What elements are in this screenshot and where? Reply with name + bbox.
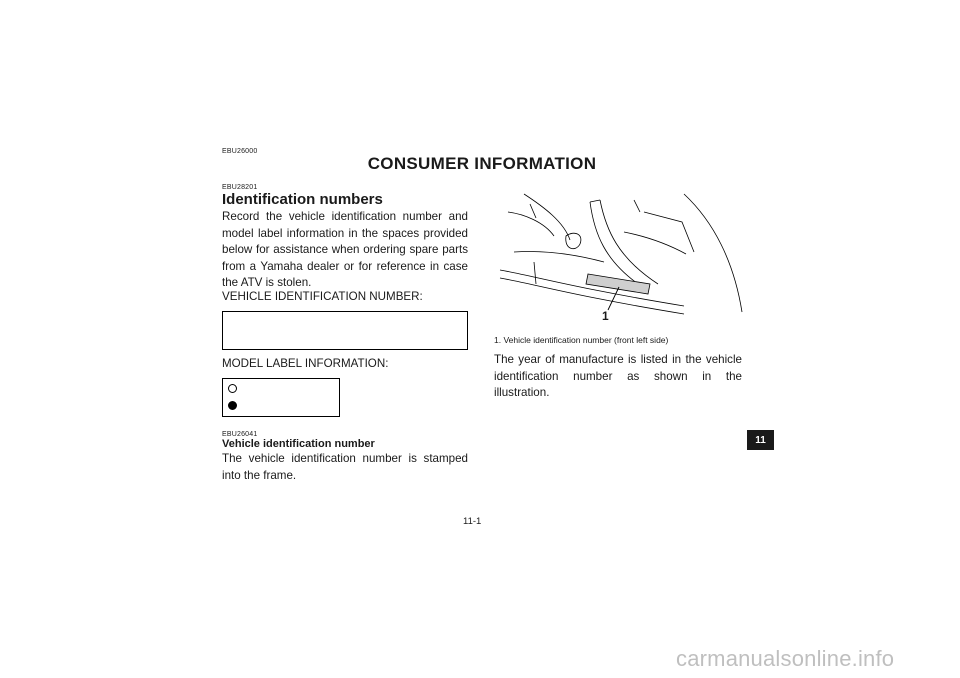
identification-code: EBU28201 <box>222 184 258 191</box>
vin-section-body: The vehicle identification number is stamped into the frame. <box>222 452 468 482</box>
section-code: EBU26000 <box>222 148 258 155</box>
vin-section-heading: Vehicle identification number <box>222 438 375 450</box>
figure-caption <box>494 335 668 345</box>
watermark: carmanualsonline.info <box>676 646 895 671</box>
vin-location-illustration <box>494 192 744 328</box>
right-body: The year of manufacture is listed in the vehicle identification number as shown in the illustration. <box>494 353 742 399</box>
vin-section-code: EBU26041 <box>222 431 258 438</box>
page-number: 11-1 <box>463 516 482 527</box>
chapter-tab: 11 <box>747 430 774 450</box>
identification-heading: Identification numbers <box>222 191 383 208</box>
vin-label: VEHICLE IDENTIFICATION NUMBER: <box>222 290 423 303</box>
model-label-record-box <box>222 378 340 417</box>
page-title: CONSUMER INFORMATION <box>367 154 597 173</box>
identification-body: Record the vehicle identification number and model label information in the spaces provided below for assistance when ordering spare parts from a Yamaha dealer or for reference in case the ATV is stolen. <box>222 210 468 289</box>
open-circle-icon <box>228 384 237 393</box>
model-label: MODEL LABEL INFORMATION: <box>222 357 389 370</box>
caption-number: 1. <box>494 335 502 345</box>
figure-callout: 1 <box>602 309 609 323</box>
caption-text: Vehicle identification number (front left side) <box>503 335 669 345</box>
vin-record-box <box>222 311 468 350</box>
filled-circle-icon <box>228 401 237 410</box>
